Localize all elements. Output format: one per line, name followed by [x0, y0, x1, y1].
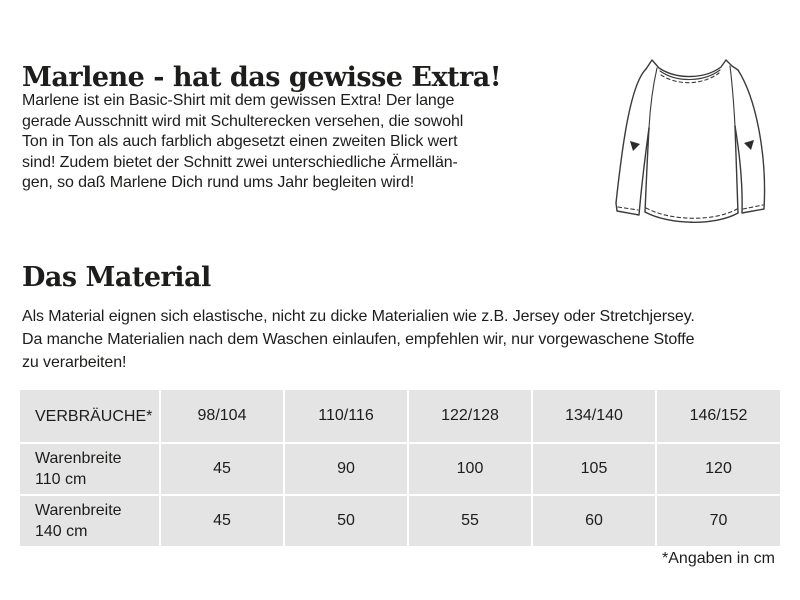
material-line: Als Material eignen sich elastische, nicht zu dicke Materialien wie z.B. Jersey oder Stretchjersey. — [22, 308, 695, 325]
table-cell: 100 — [408, 443, 532, 495]
table-header-size: 122/128 — [408, 390, 532, 443]
material-section-heading: Das Material — [22, 262, 211, 294]
table-cell: 45 — [160, 443, 284, 495]
table-header-size: 98/104 — [160, 390, 284, 443]
intro-paragraph — [22, 91, 463, 194]
table-header-size: 146/152 — [656, 390, 780, 443]
row-label-line: Warenbreite — [35, 450, 122, 467]
intro-line: sind! Zudem bietet der Schnitt zwei unterschiedliche Ärmellän- — [22, 153, 458, 171]
row-label-fabric-width-140 — [20, 495, 160, 546]
material-line: zu verarbeiten! — [22, 354, 127, 371]
table-row — [20, 495, 780, 546]
table-cell: 50 — [284, 495, 408, 546]
material-line: Da manche Materialien nach dem Waschen einlaufen, empfehlen wir, nur vorgewaschene Stoffe — [22, 331, 695, 348]
table-cell: 120 — [656, 443, 780, 495]
boat-neck-shirt-drawing — [597, 38, 787, 238]
table-cell: 55 — [408, 495, 532, 546]
intro-line: gerade Ausschnitt wird mit Schulterecken versehen, die sowohl — [22, 112, 464, 130]
intro-line: Marlene ist ein Basic-Shirt mit dem gewissen Extra! Der lange — [22, 92, 455, 109]
intro-line: Ton in Ton als auch farblich abgesetzt einen zweiten Blick wert — [22, 133, 458, 150]
table-cell: 60 — [532, 495, 656, 546]
shirt-illustration — [597, 38, 787, 238]
table-cell: 45 — [160, 495, 284, 546]
table-cell: 105 — [532, 443, 656, 495]
table-footnote: *Angaben in cm — [662, 550, 775, 567]
row-label-line: 110 cm — [35, 471, 87, 488]
table-header-consumption: VERBRÄUCHE* — [20, 390, 160, 443]
table-row — [20, 443, 780, 495]
table-header-row — [20, 390, 780, 443]
table-cell: 90 — [284, 443, 408, 495]
fabric-consumption-table — [20, 390, 780, 546]
table-cell: 70 — [709, 512, 728, 529]
page-title: Marlene - hat das gewisse Extra! — [22, 62, 502, 94]
row-label-fabric-width-110 — [20, 443, 160, 495]
intro-line: gen, so daß Marlene Dich rund ums Jahr begleiten wird! — [22, 174, 415, 191]
row-label-line: 140 cm — [35, 523, 88, 540]
material-paragraph — [22, 305, 695, 374]
row-label-line: Warenbreite — [35, 502, 122, 519]
table-header-size: 110/116 — [284, 390, 408, 443]
table-header-size: 134/140 — [532, 390, 656, 443]
